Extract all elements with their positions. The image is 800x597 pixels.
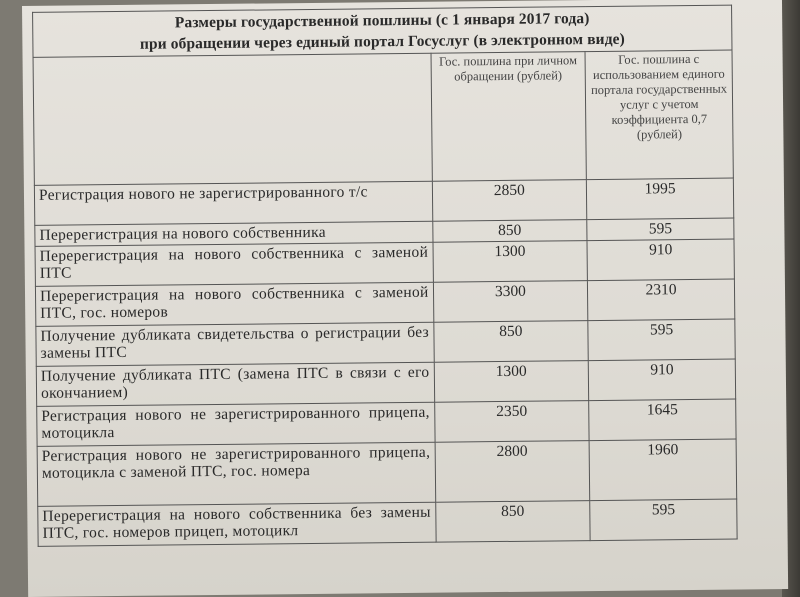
paper-sheet <box>22 0 788 597</box>
portal-fee-cell: 1645 <box>589 399 736 441</box>
portal-fee-cell: 910 <box>588 359 735 401</box>
service-cell: Перерегистрация на нового собственника без замены ПТС, гос. номеров прицеп, мотоцикл <box>38 502 436 546</box>
service-cell: Перерегистрация на нового собственника с заменой ПТС <box>35 242 433 286</box>
service-cell: Перерегистрация на нового собственника с заменой ПТС, гос. номеров <box>35 282 433 326</box>
personal-fee-cell: 850 <box>433 321 588 363</box>
personal-fee-cell: 2350 <box>434 401 589 443</box>
service-cell: Регистрация нового не зарегистрированного прицепа, мотоцикла <box>37 402 435 446</box>
service-cell: Регистрация нового не зарегистрированного т/с <box>34 181 432 225</box>
personal-fee-cell: 2850 <box>432 180 587 222</box>
personal-fee-cell: 2800 <box>435 441 590 503</box>
title-line-1: Размеры государственной пошлины (с 1 января 2017 года) <box>174 10 590 32</box>
personal-fee-cell: 1300 <box>433 241 588 283</box>
fee-table <box>32 5 738 547</box>
header-portal: Гос. пошлина с использованием единого портала государственных услуг с учетом коэффициента 0,7 (рублей) <box>585 50 733 180</box>
service-cell: Получение дубликата ПТС (замена ПТС в связи с его окончанием) <box>36 362 434 406</box>
personal-fee-cell: 1300 <box>434 361 589 403</box>
header-personal: Гос. пошлина при личном обращении (рублей) <box>431 52 587 182</box>
header-row <box>33 50 733 185</box>
personal-fee-cell: 3300 <box>433 281 588 323</box>
portal-fee-cell: 910 <box>587 239 734 281</box>
portal-fee-cell: 595 <box>588 319 735 361</box>
personal-fee-cell: 850 <box>432 220 587 243</box>
service-cell: Регистрация нового не зарегистрированного прицепа, мотоцикла с заменой ПТС, гос. номера <box>37 442 435 506</box>
portal-fee-cell: 1960 <box>589 439 736 501</box>
portal-fee-cell: 2310 <box>588 279 735 321</box>
title-line-2: при обращении через единый портал Госуслуг (в электронном виде) <box>139 30 625 53</box>
table-title <box>33 5 732 57</box>
service-cell: Получение дубликата свидетельства о регистрации без замены ПТС <box>36 322 434 366</box>
portal-fee-cell: 1995 <box>587 178 734 220</box>
personal-fee-cell: 850 <box>435 501 590 543</box>
portal-fee-cell: 595 <box>587 218 734 241</box>
header-empty-cell <box>33 53 432 185</box>
table-row <box>37 439 737 506</box>
service-cell: Перерегистрация на нового собственника <box>35 221 433 246</box>
portal-fee-cell: 595 <box>590 499 737 541</box>
table-row <box>38 499 737 546</box>
title-row <box>33 5 732 57</box>
